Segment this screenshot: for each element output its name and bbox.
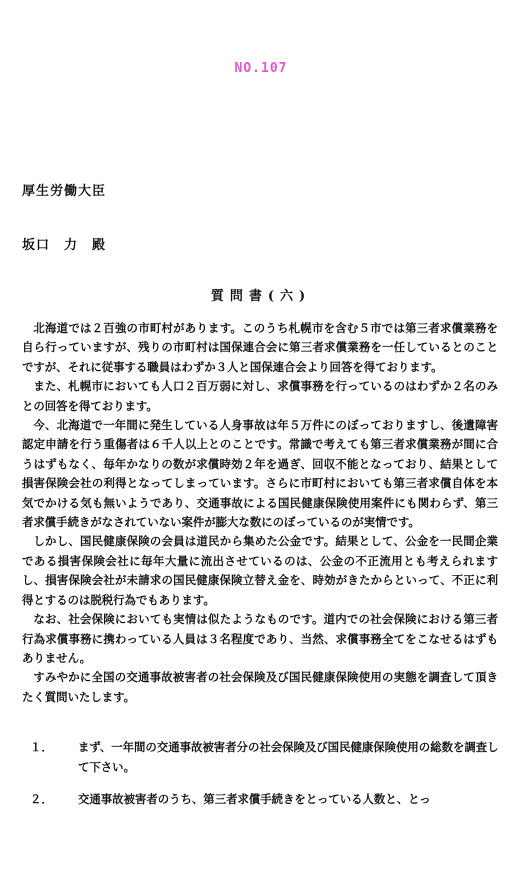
document-number: NO.107 [234,61,288,76]
paragraph: 今、北海道で一年間に発生している人身事故は年５万件にのぼっておりますし、後遺障害認定申請を行う重傷者は６千人以上とのことです。常識で考えても第三者求償業務が間に合うはずもなく、毎年かなりの数が求償時効２年を過ぎ、回収不能となっており、結果として損害保険会社の利得となってしまっています。さらに市町村においても第三者求償自体を本気でかける気も無いようであり、交通事故による国民健康保険使用案件にも関わらず、第三者求償手続きがなされていない案件が膨大な数にのぼっているのが実情です。 [22,418,498,530]
question-text: 交通事故被害者のうち、第三者求償手続きをとっている人数と、とっ [78,792,431,806]
question-item [22,737,500,777]
paragraph: また、札幌市においても人口２百万弱に対し、求償事務を行っているのはわずか２名のみとの回答を得ております。 [22,379,498,413]
question-item [22,789,500,809]
paragraph: すみやかに全国の交通事故被害者の社会保険及び国民健康保険使用の実態を調査して頂きたく質問いたします。 [22,670,498,704]
paragraph: 北海道では２百強の市町村があります。このうち札幌市を含む５市では第三者求償業務を自ら行っていますが、残りの市町村は国保連合会に第三者求償業務を一任しているとのことですが、それに従事する職員はわずか３人と国保連合会より回答を得ております。 [22,321,498,374]
recipient-title: 厚生労働大臣 [22,184,107,199]
question-number: １． [30,740,53,754]
question-number: ２． [30,792,53,806]
paragraph: なお、社会保険においても実情は似たようなものです。道内での社会保険における第三者行為求償事務に携わっている人員は３名程度であり、当然、求償事務全てをこなせるはずもありません。 [22,612,498,665]
document-title: 質問書(六) [210,289,312,304]
paragraph: しかし、国民健康保険の会員は道民から集めた公金です。結果として、公金を一民間企業である損害保険会社に毎年大量に流出させているのは、公金の不正流用とも考えられますし、損害保険会社が未請求の国民健康保険立替え金を、時効がきたからといって、不正に利得とするのは脱税行為でもあります。 [22,534,498,607]
question-text: まず、一年間の交通事故被害者分の社会保険及び国民健康保険使用の総数を調査して下さい。 [78,740,499,774]
document-body [22,319,498,707]
recipient-name: 坂口 力 殿 [22,238,107,253]
